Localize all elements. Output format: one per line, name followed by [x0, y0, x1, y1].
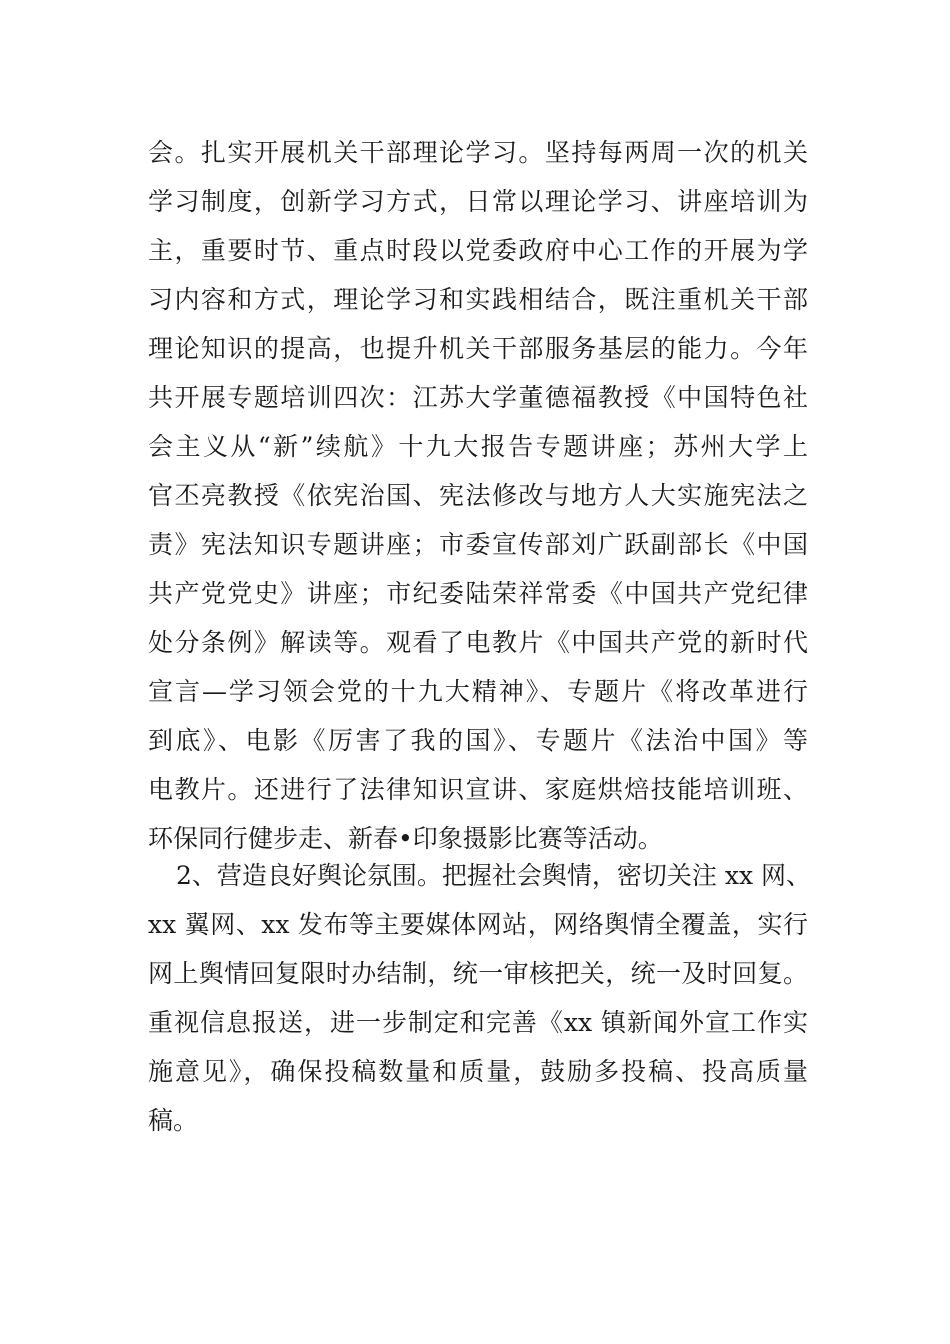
paragraph-line: 理论知识的提高，也提升机关干部服务基层的能力。今年	[148, 334, 808, 363]
paragraph-line: 官丕亮教授《依宪治国、宪法修改与地方人大实施宪法之	[148, 481, 808, 510]
paragraph-line: 稿。	[148, 1106, 199, 1135]
paragraph-line: 环保同行健步走、新春•印象摄影比赛等活动。	[148, 824, 663, 853]
paragraph-line: 到底》、电影《厉害了我的国》、专题片《法治中国》等	[148, 726, 808, 755]
paragraph-line: 会。扎实开展机关干部理论学习。坚持每两周一次的机关	[148, 138, 808, 167]
paragraph-line: 处分条例》解读等。观看了电教片《中国共产党的新时代	[148, 628, 808, 657]
paragraph-line: 电教片。还进行了法律知识宣讲、家庭烘焙技能培训班、	[148, 775, 808, 804]
paragraph-line: 习内容和方式，理论学习和实践相结合，既注重机关干部	[148, 285, 808, 314]
paragraph-line: 共产党党史》讲座；市纪委陆荣祥常委《中国共产党纪律	[148, 579, 808, 608]
paragraph-line: 责》宪法知识专题讲座；市委宣传部刘广跃副部长《中国	[148, 530, 808, 559]
paragraph-line: 2、营造良好舆论氛围。把握社会舆情，密切关注 xx 网、	[176, 861, 811, 890]
paragraph-line: 宣言—学习领会党的十九大精神》、专题片《将改革进行	[148, 677, 808, 706]
paragraph-line: 主，重要时节、重点时段以党委政府中心工作的开展为学	[148, 236, 808, 265]
paragraph-line: xx 翼网、xx 发布等主要媒体网站，网络舆情全覆盖，实行	[148, 910, 808, 939]
paragraph-line: 施意见》，确保投稿数量和质量，鼓励多投稿、投高质量	[148, 1057, 808, 1086]
paragraph-line: 重视信息报送，进一步制定和完善《xx 镇新闻外宣工作实	[148, 1008, 808, 1037]
paragraph-line: 网上舆情回复限时办结制，统一审核把关，统一及时回复。	[148, 959, 808, 988]
paragraph-line: 共开展专题培训四次：江苏大学董德福教授《中国特色社	[148, 383, 808, 412]
paragraph-line: 会主义从“新”续航》十九大报告专题讲座；苏州大学上	[148, 432, 808, 461]
paragraph-line: 学习制度，创新学习方式，日常以理论学习、讲座培训为	[148, 187, 808, 216]
